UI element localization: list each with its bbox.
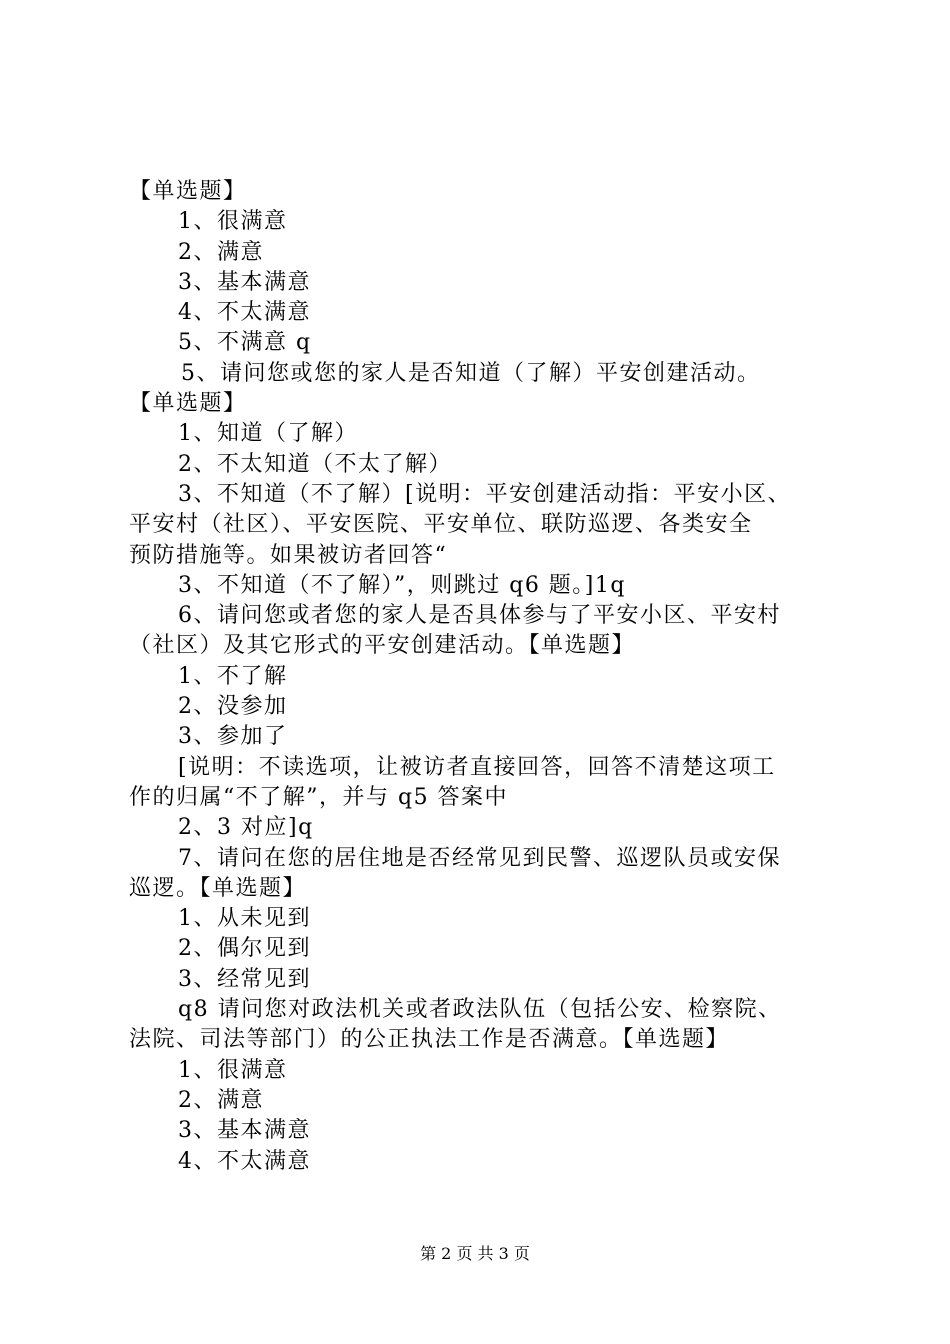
question-8-continued: 法院、司法等部门）的公正执法工作是否满意。【单选题】 [129, 1027, 730, 1053]
option-item: 2、偶尔见到 [178, 936, 311, 962]
option-item: 5、不满意 q [178, 330, 312, 356]
note-text: 作的归属“不了解”，并与 q5 答案中 [129, 784, 509, 810]
option-item: 1、很满意 [178, 1057, 288, 1083]
option-item: 1、知道（了解） [178, 421, 358, 447]
question-7-continued: 巡逻。【单选题】 [129, 875, 307, 901]
page-footer: 第 2 页 共 3 页 [420, 1244, 530, 1263]
note-text: 2、3 对应]q [178, 815, 314, 841]
note-text: 平安村（社区）、平安医院、平安单位、联防巡逻、各类安全 [129, 512, 753, 538]
option-item: 4、不太满意 [178, 300, 311, 326]
question-6: 6、请问您或者您的家人是否具体参与了平安小区、平安村 [178, 603, 781, 629]
note-text: 3、不知道（不了解）”，则跳过 q6 题。]1q [178, 572, 626, 598]
option-item: 3、参加了 [178, 724, 288, 750]
question-type-label: 【单选题】 [129, 179, 247, 204]
option-item: 2、不太知道（不太了解） [178, 451, 452, 477]
option-item: 4、不太满意 [178, 1148, 311, 1174]
question-6-continued: （社区）及其它形式的平安创建活动。【单选题】 [129, 633, 636, 659]
question-type-label: 【单选题】 [129, 391, 247, 417]
option-item: 3、不知道（不了解）[说明：平安创建活动指：平安小区、 [178, 481, 792, 507]
option-item: 1、不了解 [178, 663, 288, 689]
note-text: [说明：不读选项，让被访者直接回答，回答不清楚这项工 [178, 754, 776, 780]
note-text: 预防措施等。如果被访者回答“ [129, 542, 448, 568]
option-item: 3、基本满意 [178, 1118, 311, 1144]
question-7: 7、请问在您的居住地是否经常见到民警、巡逻队员或安保 [178, 845, 781, 871]
option-item: 1、从未见到 [178, 906, 311, 932]
option-item: 3、经常见到 [178, 966, 311, 992]
option-item: 3、基本满意 [178, 269, 311, 295]
document-body [129, 177, 834, 1177]
option-item: 2、满意 [178, 1087, 264, 1113]
option-item: 2、没参加 [178, 694, 288, 720]
option-item: 1、很满意 [178, 209, 288, 235]
question-5: 5、请问您或您的家人是否知道（了解）平安创建活动。 [181, 360, 761, 386]
option-item: 2、满意 [178, 239, 264, 265]
question-8: q8 请问您对政法机关或者政法队伍（包括公安、检察院、 [178, 997, 782, 1023]
